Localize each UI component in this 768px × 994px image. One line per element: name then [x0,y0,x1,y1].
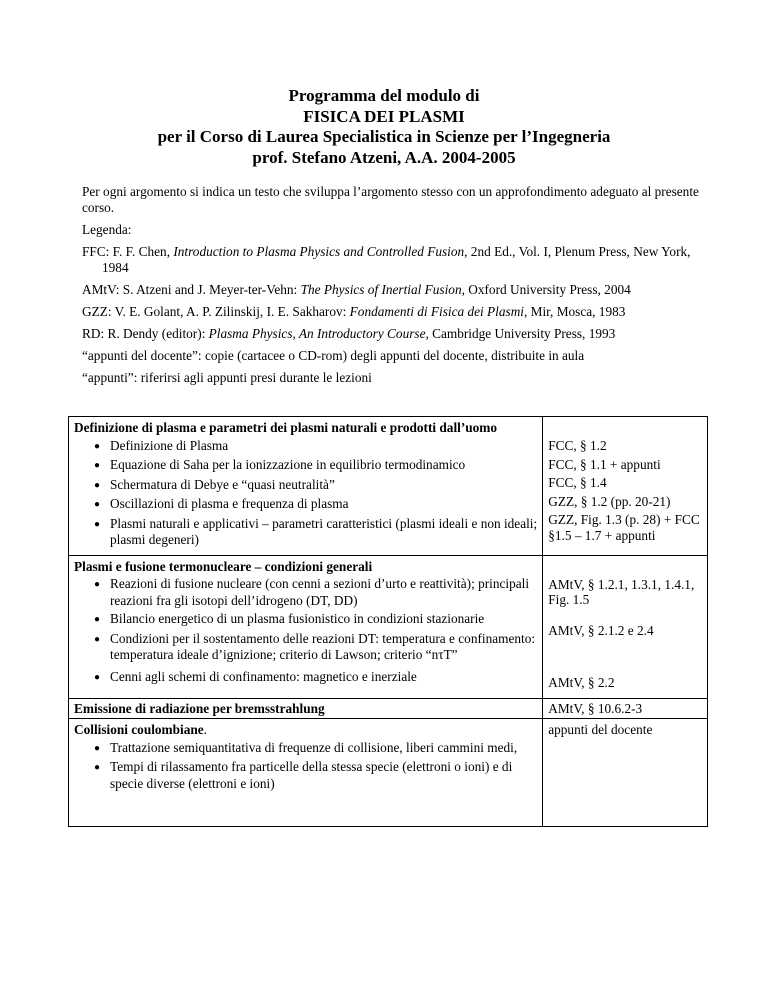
ref-text: AMtV, § 2.2 [548,675,615,690]
list-item: ● Equazione di Saha per la ionizzazione in equilibrio termodinamico [94,457,466,472]
ref-text: FCC, § 1.1 + appunti [548,456,661,472]
list-item: ● Condizioni per il sostentamento delle reazioni DT: temperatura e confinamento: temperatura ideale d’ignizione; criterio di Lawson; criterio “nτT” [94,630,536,662]
section-3-row [69,698,708,719]
section-4-title: Collisioni coulombiane. [74,722,207,737]
ref-text: appunti del docente [548,722,653,737]
title-line-4: prof. Stefano Atzeni, A.A. 2004-2005 [252,147,516,167]
bullet-icon: ● [94,671,101,683]
document-title [0,86,768,168]
bullet-icon: ● [94,762,101,773]
legend-ffc: FFC: F. F. Chen, Introduction to Plasma Physics and Controlled Fusion, 2nd Ed., Vol. I, Plenum Press, New York, 1984 [82,244,691,275]
title-line-1: Programma del modulo di [288,86,480,105]
section-2-refs [543,555,708,698]
title-line-3: per il Corso di Laurea Specialistica in Scienze per l’Ingegneria [157,127,611,146]
list-item: ● Plasmi naturali e applicativi – parametri caratteristici (plasmi ideali e non ideali; plasmi degeneri) [94,515,538,547]
section-2-topics [69,555,543,698]
list-item: ● Schermatura di Debye e “quasi neutralità” [94,476,335,492]
program-table [68,416,708,827]
list-item: ● Cenni agli schemi di confinamento: magnetico e inerziale [94,668,417,684]
section-2-row [69,555,708,698]
legend-gzz: GZZ: V. E. Golant, A. P. Zilinskij, I. E. Sakharov: Fondamenti di Fisica dei Plasmi, Mir, Mosca, 1983 [82,304,626,319]
section-1-title: Definizione di plasma e parametri dei plasmi naturali e prodotti dall’uomo [74,420,498,435]
ref-text: AMtV, § 10.6.2-3 [548,700,643,716]
bullet-icon: ● [94,518,101,530]
bullet-icon: ● [94,499,101,510]
list-item: ● Definizione di Plasma [94,437,229,453]
section-1-topics [69,417,543,556]
section-3-refs [543,698,708,719]
section-1-refs [543,417,708,556]
bullet-icon: ● [94,742,101,754]
section-3-topics [69,698,543,719]
bullet-icon: ● [94,579,101,590]
list-item: ● Reazioni di fusione nucleare (con cenni a sezioni d’urto e reattività); principali reazioni fra gli isotopi dell’idrogeno (DT, DD) [94,576,530,608]
legend-amtv: AMtV: S. Atzeni and J. Meyer-ter-Vehn: The Physics of Inertial Fusion, Oxford University Press, 2004 [82,282,631,297]
ref-text: FCC, § 1.2 [548,438,607,453]
bullet-icon: ● [94,614,101,625]
section-2-title: Plasmi e fusione termonucleare – condizioni generali [74,558,373,574]
list-item: ● Trattazione semiquantitativa di frequenze di collisione, liberi cammini medi, [94,739,518,755]
list-item: ● Tempi di rilassamento fra particelle della stessa specie (elettroni o ioni) e di specie diverse (elettroni e ioni) [94,759,513,791]
ref-text: GZZ, Fig. 1.3 (p. 28) + FCC §1.5 – 1.7 + appunti [548,512,700,543]
bullet-icon: ● [94,633,101,645]
section-3-title: Emissione di radiazione per bremsstrahlung [74,700,325,716]
bullet-icon: ● [94,479,101,491]
legend-appunti-docente: “appunti del docente”: copie (cartacee o CD-rom) degli appunti del docente, distribuite in aula [82,348,585,363]
section-1-row [69,417,708,556]
legend-rd: RD: R. Dendy (editor): Plasma Physics, An Introductory Course, Cambridge University Press, 1993 [82,326,616,341]
section-4-topics [69,719,543,827]
title-line-2: FISICA DEI PLASMI [303,106,465,126]
ref-text: AMtV, § 2.1.2 e 2.4 [548,622,654,638]
list-item: ● Oscillazioni di plasma e frequenza di plasma [94,496,349,511]
ref-text: AMtV, § 1.2.1, 1.3.1, 1.4.1, Fig. 1.5 [548,576,695,607]
section-4-row [69,719,708,827]
ref-text: FCC, § 1.4 [548,475,607,490]
legenda-label: Legenda: [82,222,132,237]
intro-block [82,184,712,392]
intro-paragraph: Per ogni argomento si indica un testo che sviluppa l’argomento stesso con un approfondimento adeguato al presente corso. [82,184,699,215]
bullet-icon: ● [94,460,101,471]
bullet-icon: ● [94,440,101,452]
section-4-refs [543,719,708,827]
ref-text: GZZ, § 1.2 (pp. 20-21) [548,493,671,509]
legend-appunti: “appunti”: riferirsi agli appunti presi durante le lezioni [82,370,372,385]
list-item: ● Bilancio energetico di un plasma fusionistico in condizioni stazionarie [94,611,485,626]
